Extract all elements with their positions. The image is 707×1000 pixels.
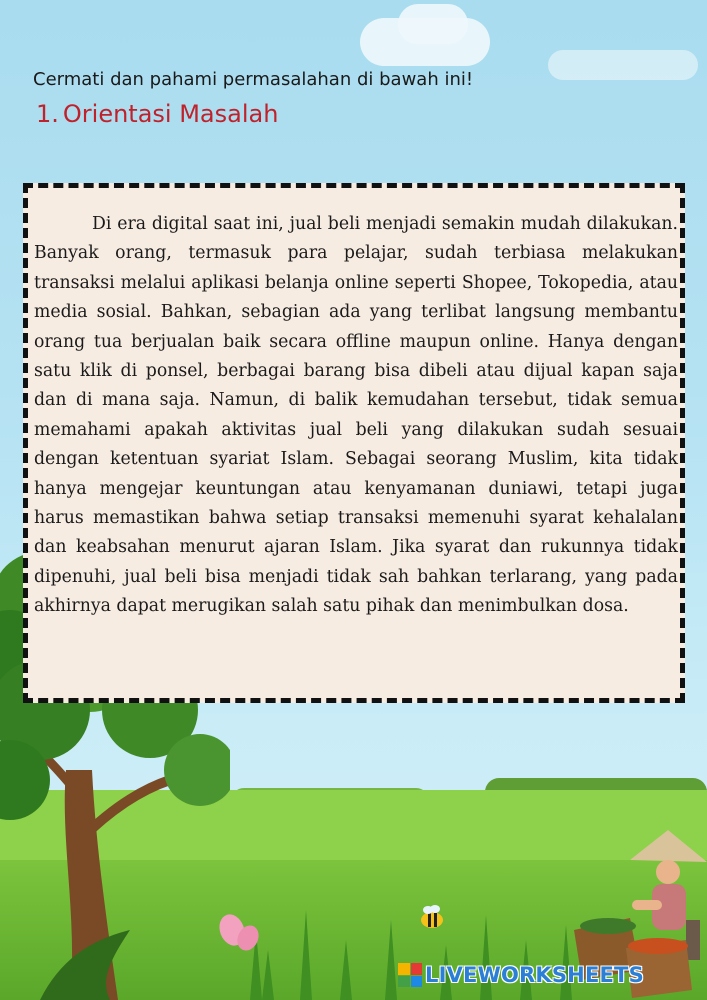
passage-text: Di era digital saat ini, jual beli menjadi semakin mudah dilakukan. Banyak orang, termasuk para pelajar, sudah terbiasa melakukan transaksi melalui aplikasi belanja online seperti Shopee, Tokopedia, atau media sosial. Bahkan, sebagian ada yang terlibat langsung membantu orang tua berjualan baik secara offline maupun online. Hanya dengan satu klik di ponsel, berbagai barang bisa dibeli atau dijual kapan saja dan di mana saja. Namun, di balik kemudahan tersebut, tidak semua memahami apakah aktivitas jual beli yang dilakukan sudah sesuai dengan ketentuan syariat Islam. Sebagai seorang Muslim, kita tidak hanya mengejar keuntungan atau kenyamanan duniawi, tetapi juga harus memastikan bahwa setiap transaksi memenuhi syarat kehalalan dan keabsahan menurut ajaran Islam. Jika syarat dan rukunnya tidak dipenuhi, jual beli bisa menjadi tidak sah bahkan terlarang, yang pada akhirnya dapat merugikan salah satu pihak dan menimbulkan dosa.	[34, 214, 678, 617]
section-number: 1.	[36, 100, 59, 128]
cloud	[548, 50, 698, 80]
butterfly-icon	[218, 912, 262, 956]
liveworksheets-watermark[interactable]	[398, 960, 644, 990]
instruction-text: Cermati dan pahami permasalahan di bawah ini!	[33, 69, 474, 90]
section-title	[36, 100, 278, 128]
liveworksheets-logo-icon	[398, 963, 422, 987]
passage-box	[23, 183, 685, 703]
watermark-text: LIVEWORKSHEETS	[425, 963, 644, 987]
section-title-text: Orientasi Masalah	[62, 100, 279, 128]
bee-icon	[416, 905, 446, 931]
cloud	[398, 4, 468, 44]
